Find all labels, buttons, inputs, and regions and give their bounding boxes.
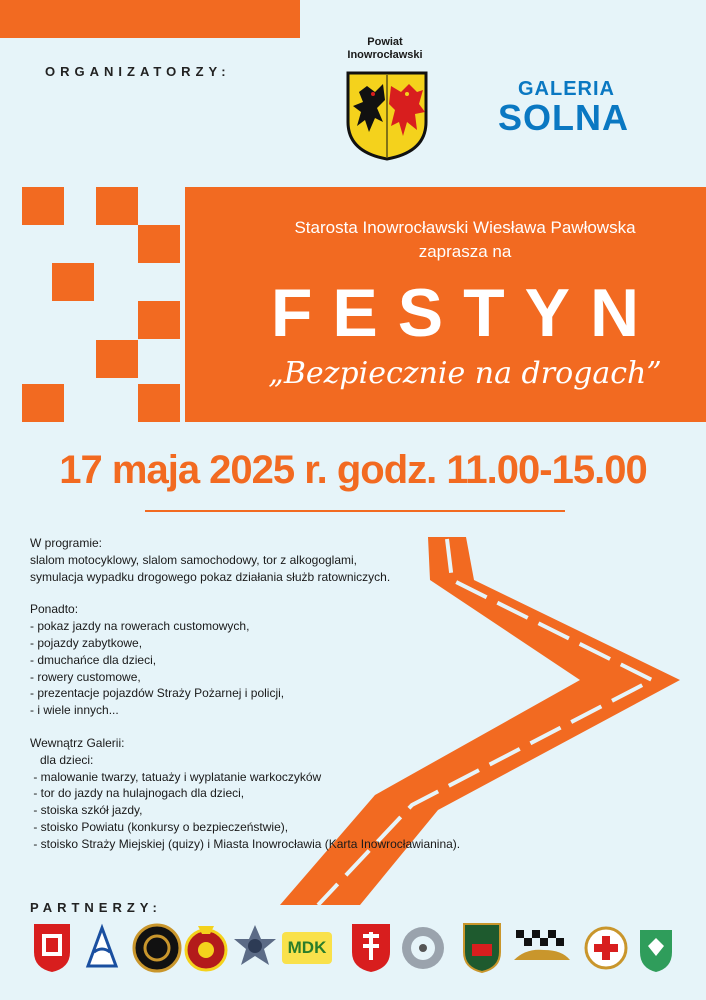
galeria-logo-top: GALERIA bbox=[518, 78, 615, 100]
organizers-label: ORGANIZATORZY: bbox=[45, 64, 231, 79]
powiat-coat-of-arms-icon bbox=[345, 70, 429, 162]
program-line: - pojazdy zabytkowe, bbox=[30, 635, 143, 650]
program-line: - malowanie twarzy, tatuaży i wyplatanie warkoczyków bbox=[30, 769, 322, 784]
inowroclaw-shield-icon bbox=[350, 922, 392, 974]
program-line: - tor do jazdy na hulajnogach dla dzieci, bbox=[30, 786, 245, 801]
program-line: - stoiska szkół jazdy, bbox=[30, 803, 143, 818]
invite-line-2: zaprasza na bbox=[418, 242, 512, 261]
festyn-subtitle: „Bezpiecznie na drogach” bbox=[268, 356, 662, 391]
mdk-logo-icon: MDK bbox=[282, 932, 332, 964]
program-line: Wewnątrz Galerii: bbox=[30, 735, 125, 750]
green-shield-logo-icon bbox=[638, 922, 674, 974]
program-line: - stoisko Straży Miejskiej (quizy) i Miasta Inowrocławia (Karta Inowrocławianina). bbox=[30, 836, 461, 851]
straz-miejska-logo-icon bbox=[462, 922, 502, 974]
powiat-name: Powiat Inowrocławski bbox=[347, 36, 423, 61]
wopr-logo-icon bbox=[82, 922, 122, 974]
checker-square bbox=[52, 263, 94, 301]
checker-square bbox=[96, 340, 138, 378]
checker-square bbox=[138, 301, 180, 339]
wheel-logo-icon bbox=[400, 922, 446, 974]
checker-square bbox=[138, 225, 180, 263]
program-line: - i wiele innych... bbox=[30, 703, 119, 718]
program-line: slalom motocyklowy, slalom samochodowy, tor z alkogoglami, bbox=[30, 552, 358, 567]
galeria-solna-logo bbox=[498, 78, 648, 136]
top-orange-bar bbox=[0, 0, 300, 38]
program-line: - stoisko Powiatu (konkursy o bezpieczeństwie), bbox=[30, 819, 289, 834]
program-line: symulacja wypadku drogowego pokaz działania służb ratowniczych. bbox=[30, 569, 391, 584]
program-line: - rowery customowe, bbox=[30, 669, 141, 684]
checker-square bbox=[96, 187, 138, 225]
partners-logos bbox=[32, 922, 682, 978]
program-line: Ponadto: bbox=[30, 602, 79, 617]
program-block-main bbox=[30, 535, 460, 585]
program-text bbox=[30, 535, 460, 869]
red-cross-logo-icon bbox=[584, 922, 628, 974]
event-date-time: 17 maja 2025 r. godz. 11.00-15.00 bbox=[59, 448, 647, 492]
checker-square bbox=[22, 384, 64, 422]
police-star-icon bbox=[232, 922, 278, 974]
date-divider bbox=[145, 510, 565, 512]
festyn-title: FESTYN bbox=[270, 275, 660, 351]
checker-square bbox=[138, 384, 180, 422]
program-line: dla dzieci: bbox=[30, 752, 94, 767]
invite-line-1: Starosta Inowrocławski Wiesława Pawłowska bbox=[294, 218, 636, 237]
partners-label: PARTNERZY: bbox=[30, 900, 162, 915]
program-block-additional bbox=[30, 601, 460, 719]
motor-club-logo-icon bbox=[132, 922, 182, 974]
program-line: - pokaz jazdy na rowerach customowych, bbox=[30, 619, 250, 634]
program-block-gallery bbox=[30, 735, 460, 853]
galeria-logo-bottom: SOLNA bbox=[498, 97, 629, 138]
fire-brigade-logo-icon bbox=[184, 922, 228, 974]
program-line: - dmuchańce dla dzieci, bbox=[30, 652, 157, 667]
program-line: W programie: bbox=[30, 536, 103, 550]
checkered-car-logo-icon bbox=[510, 922, 574, 974]
checker-square bbox=[22, 187, 64, 225]
program-line: - prezentacje pojazdów Straży Pożarnej i policji, bbox=[30, 686, 285, 701]
inowroclaw-crest-icon bbox=[32, 922, 72, 974]
